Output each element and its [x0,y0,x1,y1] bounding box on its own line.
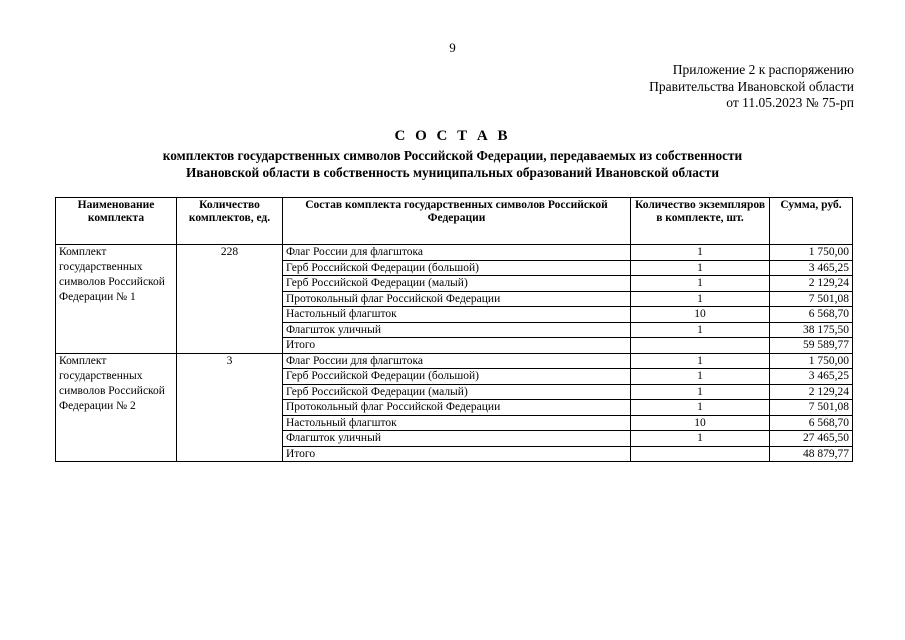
item-name-cell: Протокольный флаг Российской Федерации [283,400,631,416]
item-sum-cell: 2 129,24 [770,384,853,400]
item-sum-cell: 38 175,50 [770,322,853,338]
table-header [56,198,853,245]
item-sum-cell: 6 568,70 [770,307,853,323]
item-sum-cell: 3 465,25 [770,260,853,276]
table-row [56,353,853,369]
total-sum-cell: 48 879,77 [770,446,853,462]
header-copies: Количество экземпляров в комплекте, шт. [631,198,770,245]
kit-name-cell: Комплект государственных символов Российской Федерации № 2 [56,353,177,462]
item-qty-cell: 1 [631,431,770,447]
table-row [56,245,853,261]
item-qty-cell: 1 [631,245,770,261]
header-sum: Сумма, руб. [770,198,853,245]
item-qty-cell: 1 [631,400,770,416]
header-row [56,198,853,245]
total-sum-cell: 59 589,77 [770,338,853,354]
appendix-line-1: Приложение 2 к распоряжению [672,62,854,77]
item-qty-cell: 1 [631,353,770,369]
kit-count-cell: 228 [177,245,283,354]
item-sum-cell: 2 129,24 [770,276,853,292]
item-name-cell: Флаг России для флагштока [283,245,631,261]
item-sum-cell: 1 750,00 [770,245,853,261]
item-name-cell: Герб Российской Федерации (малый) [283,384,631,400]
item-qty-cell: 1 [631,276,770,292]
item-name-cell: Протокольный флаг Российской Федерации [283,291,631,307]
kits-table [55,197,853,462]
item-name-cell: Флагшток уличный [283,431,631,447]
item-sum-cell: 7 501,08 [770,291,853,307]
item-sum-cell: 27 465,50 [770,431,853,447]
page-number: 9 [449,40,456,55]
appendix-line-3: от 11.05.2023 № 75-рп [726,95,854,110]
total-label-cell: Итого [283,446,631,462]
item-sum-cell: 6 568,70 [770,415,853,431]
document-title: С О С Т А В [394,128,511,144]
subtitle-line-2: Ивановской области в собственность муниципальных образований Ивановской области [185,164,720,180]
item-qty-cell: 1 [631,322,770,338]
subtitle-line-1: комплектов государственных символов Российской Федерации, передаваемых из собственности [162,148,743,163]
appendix-note [649,62,854,112]
item-name-cell: Флагшток уличный [283,322,631,338]
kit-count-cell: 3 [177,353,283,462]
table-body [56,245,853,462]
item-name-cell: Флаг России для флагштока [283,353,631,369]
item-sum-cell: 3 465,25 [770,369,853,385]
item-qty-cell: 10 [631,415,770,431]
total-qty-cell [631,446,770,462]
item-qty-cell: 1 [631,384,770,400]
item-name-cell: Герб Российской Федерации (малый) [283,276,631,292]
item-qty-cell: 1 [631,260,770,276]
item-sum-cell: 7 501,08 [770,400,853,416]
appendix-line-2: Правительства Ивановской области [649,78,854,94]
total-label-cell: Итого [283,338,631,354]
item-name-cell: Герб Российской Федерации (большой) [283,260,631,276]
item-sum-cell: 1 750,00 [770,353,853,369]
item-qty-cell: 1 [631,369,770,385]
item-name-cell: Настольный флагшток [283,307,631,323]
item-qty-cell: 10 [631,307,770,323]
kit-name-cell: Комплект государственных символов Российской Федерации № 1 [56,245,177,354]
document-subtitle [60,148,845,181]
item-qty-cell: 1 [631,291,770,307]
item-name-cell: Настольный флагшток [283,415,631,431]
header-kit-name: Наименование комплекта [56,198,177,245]
header-kit-count: Количество комплектов, ед. [177,198,283,245]
header-composition: Состав комплекта государственных символов Российской Федерации [283,198,631,245]
total-qty-cell [631,338,770,354]
item-name-cell: Герб Российской Федерации (большой) [283,369,631,385]
